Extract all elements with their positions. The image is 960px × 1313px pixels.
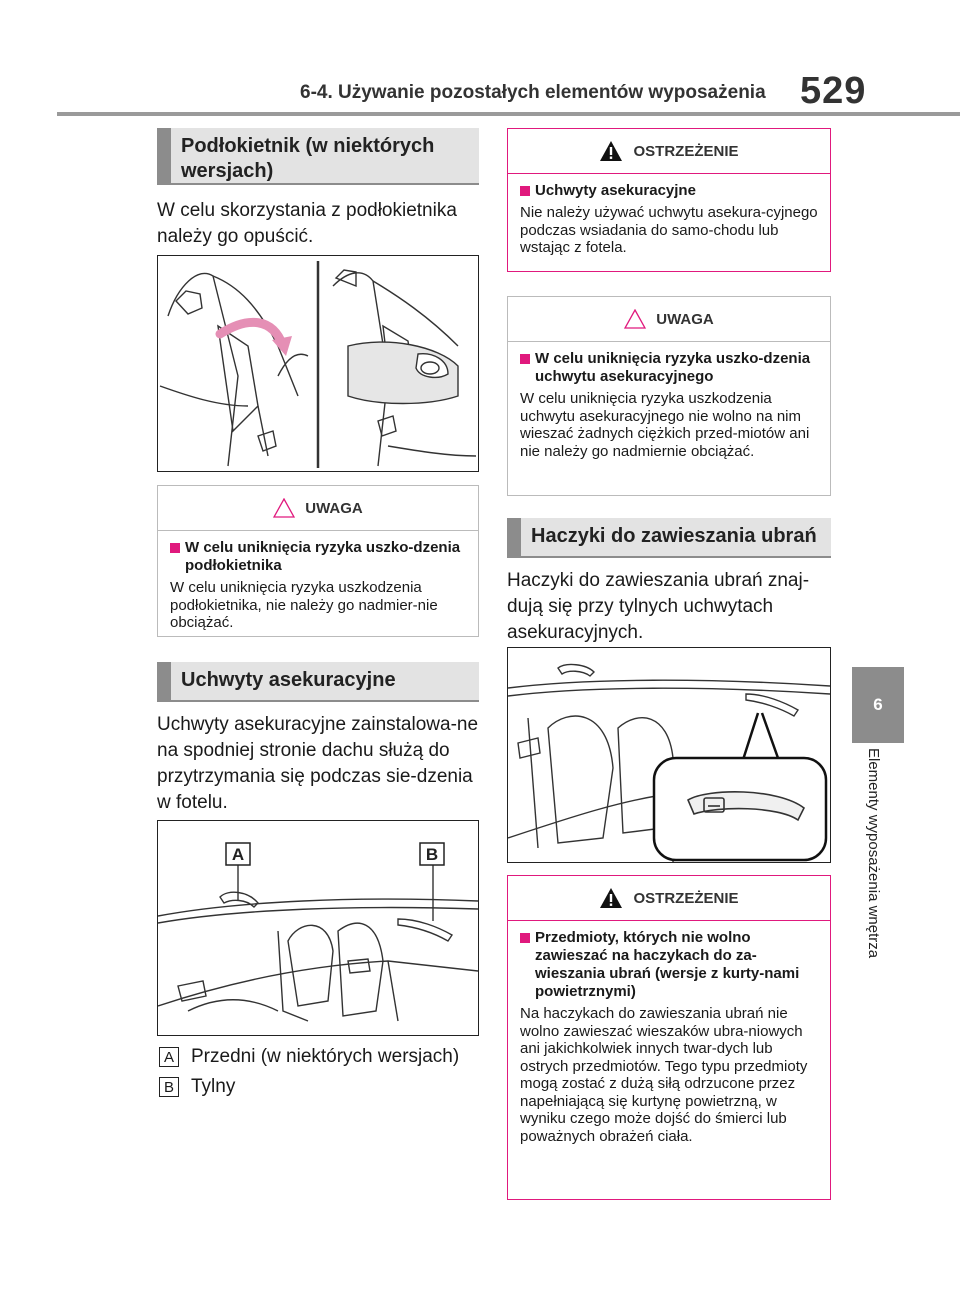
legend-label-rear: Tylny [191,1076,236,1097]
armrest-notice-box [157,485,479,637]
armrest-heading: Podłokietnik (w niektórych wersjach) [157,128,479,185]
callout-b-label: B [425,845,439,864]
legend-item-front [159,1046,459,1068]
warning-subtitle: Przedmioty, których nie wolno zawieszać na haczykach do za-wieszania ubrań (wersje z kurty-nami powietrznymi) [520,929,820,1001]
armrest-text: W celu skorzystania z podłokietnika należy go opuścić. [157,200,457,247]
grab-handles-drawing [158,821,478,1035]
hooks-text: Haczyki do zawieszania ubrań znaj-dują się przy tylnych uchwytach asekuracyjnych. [507,570,810,643]
warning-text: Nie należy używać uchwytu asekura-cyjnego podczas wsiadania do samo-chodu lub wstając z fotela. [520,204,818,256]
header-title: 6-4. Używanie pozostałych elementów wyposażenia [300,82,766,103]
chapter-label [862,748,892,1048]
pink-square-bullet-icon [520,186,530,196]
legend-label-front: Przedni (w niektórych wersjach) [191,1046,460,1067]
chapter-tab: 6 [852,667,904,743]
hooks-illustration [507,647,831,863]
legend-tag-a: A [159,1047,179,1067]
grab-handles-warning-box [507,128,831,272]
grab-handles-text: Uchwyty asekuracyjne zainstalowa-ne na spodniej stronie dachu służą do przytrzymania się podczas sie-dzenia w fotelu. [157,714,479,813]
notice-subtitle: W celu uniknięcia ryzyka uszko-dzenia podłokietnika [170,539,468,575]
legend-item-rear [159,1076,235,1098]
notice-header [158,486,478,531]
grab-handles-illustration [157,820,479,1036]
notice-title: UWAGA [656,310,714,328]
legend-tag-b: B [159,1077,179,1097]
hooks-heading: Haczyki do zawieszania ubrań [507,518,831,558]
notice-title: UWAGA [305,499,363,517]
notice-text: W celu uniknięcia ryzyka uszkodzenia podłokietnika, nie należy go nadmier-nie obciążać. [170,579,438,631]
warning-text: Na haczykach do zawieszania ubrań nie wolno zawieszać wieszaków ubra-niowych ani jakichkolwiek innych twar-dych lub ostrych przedmiotów. Tego typu przedmioty mogą zostać z dużą siłą odrzucone przez napełniającą się kurtynę powietrzną, w wyniku czego może dojść do śmierci lub poważnych obrażeń ciała. [520,1005,808,1145]
armrest-drawing [158,256,478,471]
notice-subtitle: W celu uniknięcia ryzyka uszko-dzenia uchwytu asekuracyjnego [520,350,820,386]
warning-header [508,876,830,921]
caution-outline-icon [624,309,646,329]
pink-square-bullet-icon [170,543,180,553]
warning-title: OSTRZEŻENIE [633,142,739,160]
notice-header [508,297,830,342]
pink-square-bullet-icon [520,933,530,943]
warning-subtitle: Uchwyty asekuracyjne [520,182,820,200]
caution-outline-icon [273,498,295,518]
warning-triangle-icon [599,887,623,909]
notice-text: W celu uniknięcia ryzyka uszkodzenia uchwytu asekuracyjnego nie wolno na nim wieszać żadnych ciężkich przed-miotów ani nie należy go nadmiernie obciążać. [520,390,810,460]
pink-square-bullet-icon [520,354,530,364]
hooks-drawing [508,648,830,862]
page-number: 529 [800,70,867,112]
header-rule [57,112,960,116]
warning-title: OSTRZEŻENIE [633,889,739,907]
callout-a-label: A [231,845,245,864]
chapter-label-text: Elementy wyposażenia wnętrza [865,748,882,959]
grab-handles-heading: Uchwyty asekuracyjne [157,662,479,702]
warning-header [508,129,830,174]
hooks-warning-box [507,875,831,1200]
armrest-illustration [157,255,479,472]
grab-handle-notice-box [507,296,831,496]
warning-triangle-icon [599,140,623,162]
